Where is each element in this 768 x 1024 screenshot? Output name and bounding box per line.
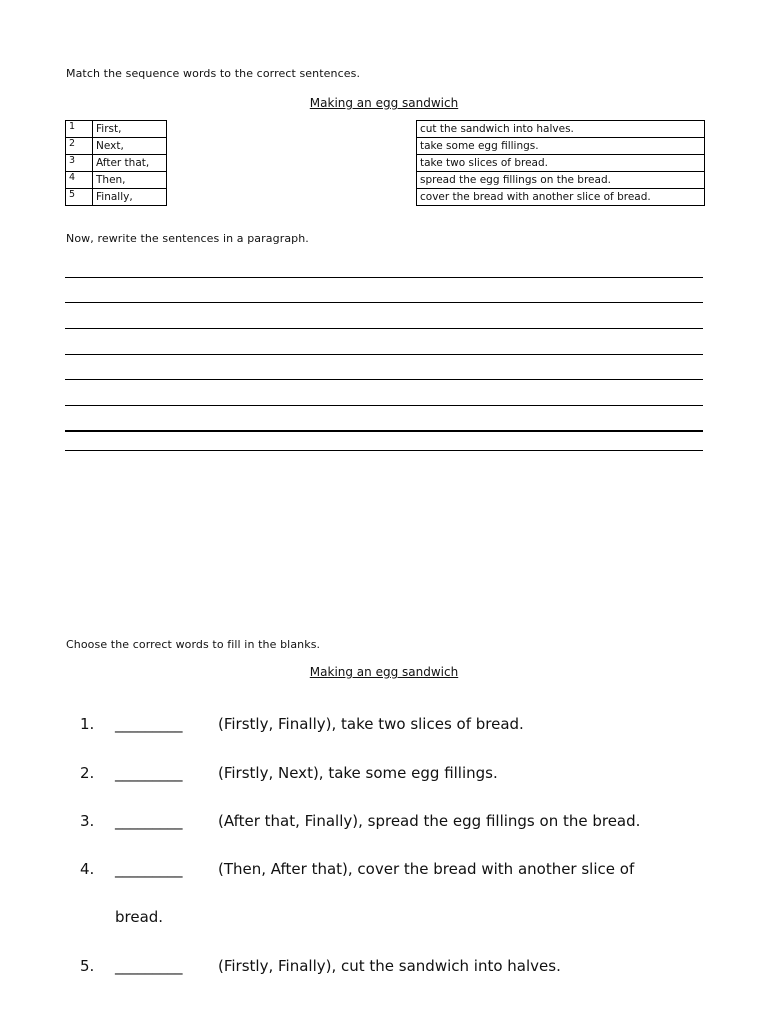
question-text: (Firstly, Finally), take two slices of bread. [218,715,524,733]
sentence-cell: take some egg fillings. [417,138,705,155]
writing-line [65,354,703,355]
question-text: (After that, Finally), spread the egg fillings on the bread. [218,812,641,830]
sequence-words-table [65,120,167,206]
row-number: 3 [66,155,93,172]
table-row [417,121,705,138]
sequence-word: First, [93,121,167,138]
question-text: (Firstly, Next), take some egg fillings. [218,764,498,782]
row-number: 1 [66,121,93,138]
sentence-cell: take two slices of bread. [417,155,705,172]
table-row [417,155,705,172]
row-number: 2 [66,138,93,155]
question-4-continuation: bread. [115,908,164,926]
row-number: 4 [66,172,93,189]
table-row [66,138,167,155]
question-text: (Then, After that), cover the bread with another slice of [218,860,635,878]
sequence-word: Next, [93,138,167,155]
answer-blank: _________ [115,860,183,878]
sequence-word: Then, [93,172,167,189]
worksheet-title: Making an egg sandwich [309,96,459,110]
table-row [417,172,705,189]
writing-line [65,430,703,432]
answer-blank: _________ [115,715,183,733]
question-number: 3. [80,812,95,830]
table-row [66,121,167,138]
writing-line [65,328,703,329]
table-row [66,172,167,189]
question-4 [80,859,720,881]
writing-line [65,302,703,303]
table-row [417,189,705,206]
sequence-word: Finally, [93,189,167,206]
writing-line [65,450,703,451]
question-1 [80,714,720,736]
writing-line [65,379,703,380]
sentence-cell: cut the sandwich into halves. [417,121,705,138]
sentence-cell: cover the bread with another slice of bread. [417,189,705,206]
row-number: 5 [66,189,93,206]
question-number: 1. [80,715,95,733]
table-row [66,189,167,206]
question-2 [80,763,720,785]
worksheet-title-2: Making an egg sandwich [309,665,459,679]
question-number: 2. [80,764,95,782]
sentence-cell: spread the egg fillings on the bread. [417,172,705,189]
question-number: 5. [80,957,95,975]
question-3 [80,811,720,833]
question-number: 4. [80,860,95,878]
answer-blank: _________ [115,957,183,975]
answer-blank: _________ [115,764,183,782]
rewrite-instruction: Now, rewrite the sentences in a paragraph. [66,232,309,245]
writing-line [65,277,703,278]
table-row [417,138,705,155]
question-5 [80,956,720,978]
fill-blanks-instruction: Choose the correct words to fill in the blanks. [66,638,321,651]
answer-blank: _________ [115,812,183,830]
question-text: (Firstly, Finally), cut the sandwich into halves. [218,957,561,975]
table-row [66,155,167,172]
sentences-table [416,120,705,206]
writing-line [65,405,703,406]
sequence-word: After that, [93,155,167,172]
match-instruction: Match the sequence words to the correct sentences. [66,67,361,80]
